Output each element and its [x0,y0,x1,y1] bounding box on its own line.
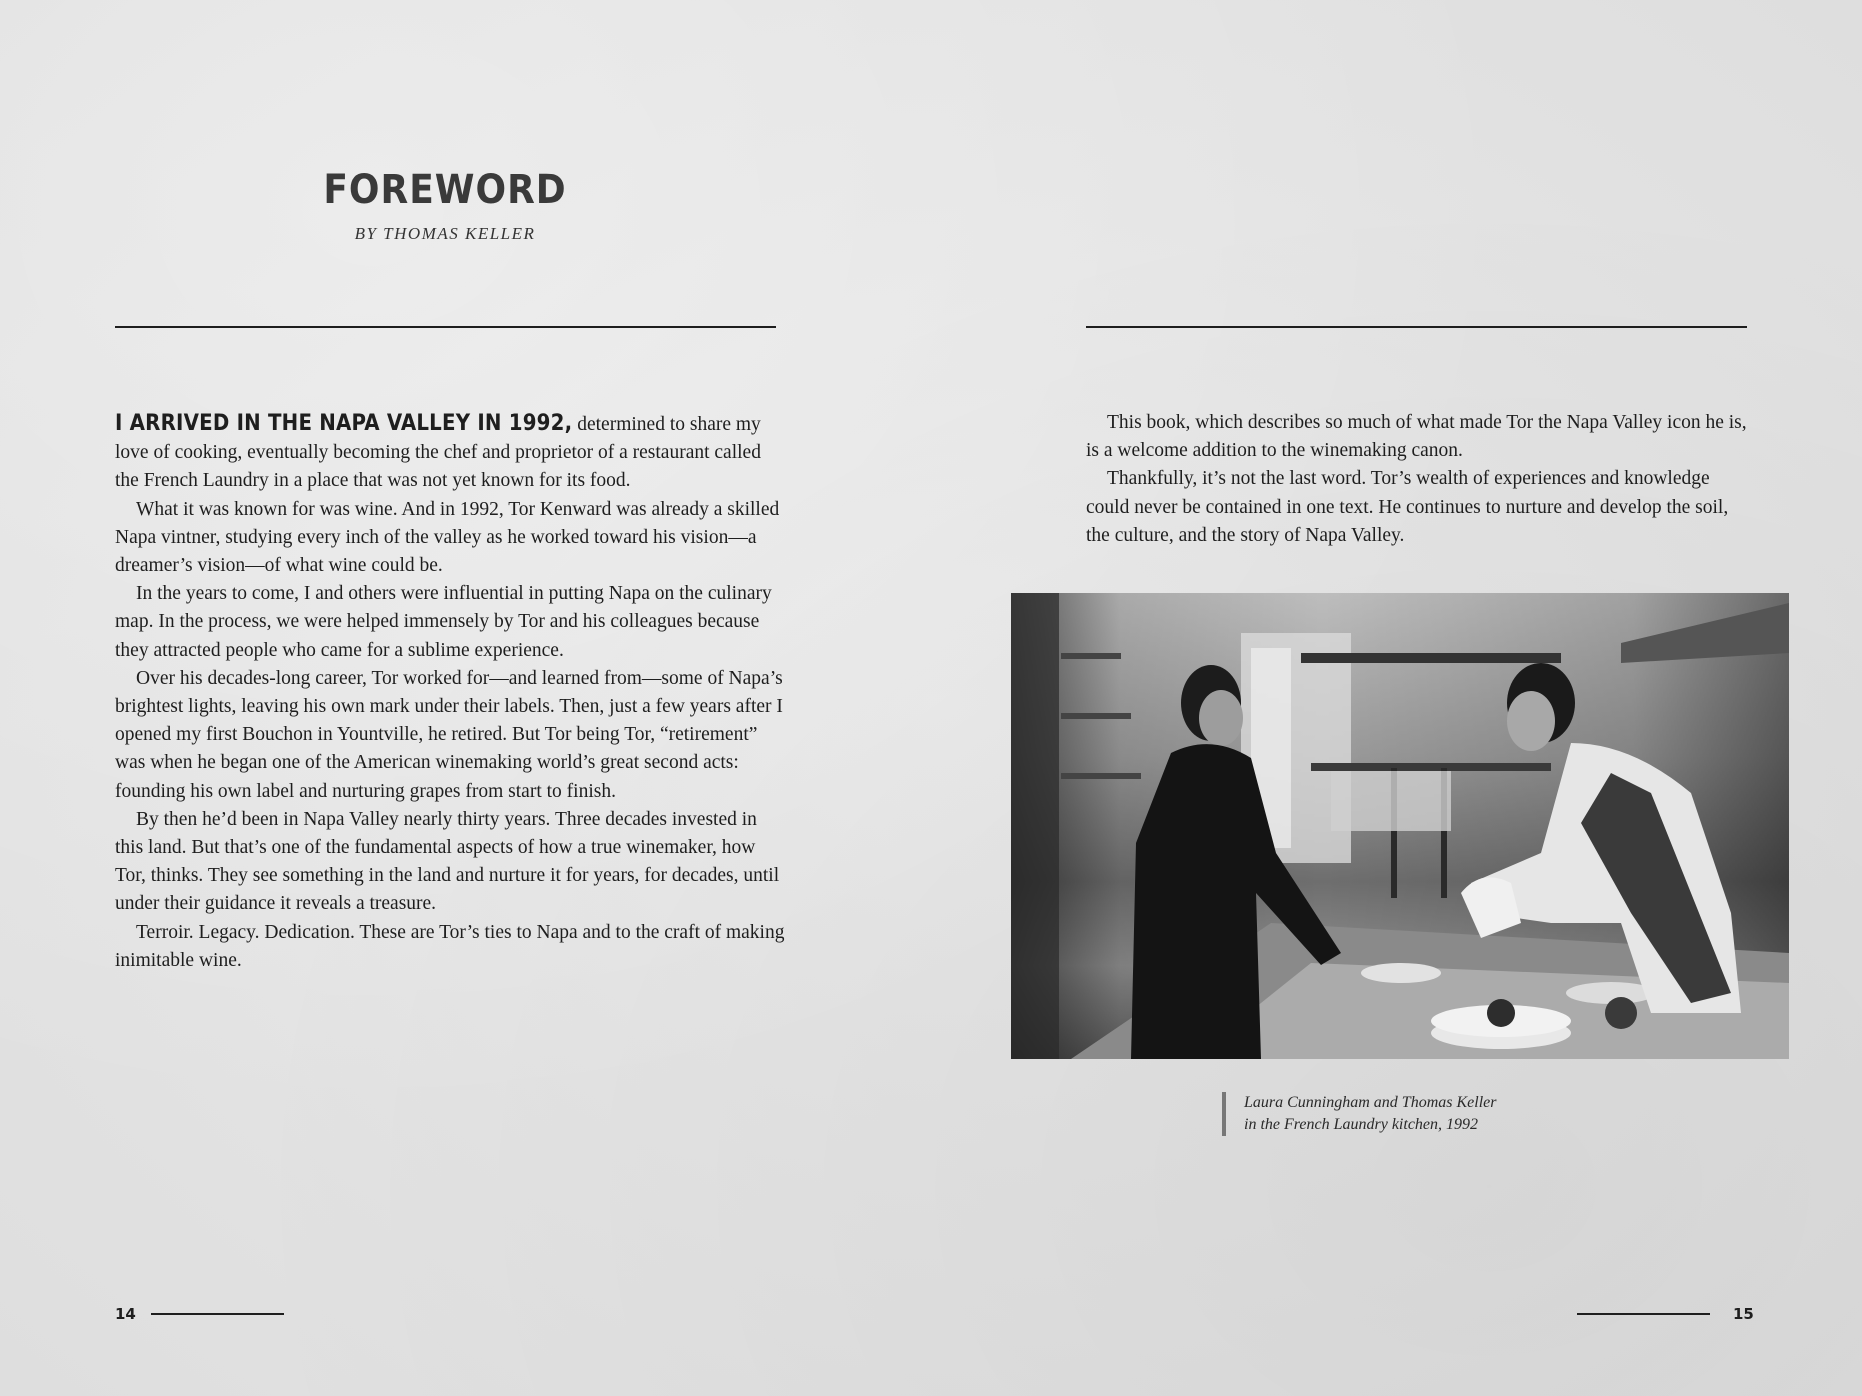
folio-rule-right [1577,1313,1710,1315]
body-text-left [115,410,785,975]
caption-line-2: in the French Laundry kitchen, 1992 [1244,1116,1479,1133]
kitchen-photo-illustration [1011,593,1789,1059]
paragraph-4: Over his decades-long career, Tor worked for—and learned from—some of Napa’s brightest lights, leaving his own mark under their labels. Then, just a few years after I opened my first Bouchon in Yountville, he retired. But Tor being Tor, “retirement” was when he began one of the American winemaking world’s great second acts: founding his own label and nurturing grapes from start to finish. [115,667,783,802]
paragraph-1-text: determined to share my love of cooking, eventually becoming the chef and proprietor of a restaurant called the French Laundry in a place that was not yet known for its food. [115,414,761,492]
paragraph-2: What it was known for was wine. And in 1992, Tor Kenward was already a skilled Napa vintner, studying every inch of the valley as he worked toward his vision—a dreamer’s vision—of what wine could be. [115,498,780,577]
header-rule-right [1086,326,1747,328]
paragraph-6: Terroir. Legacy. Dedication. These are Tor’s ties to Napa and to the craft of making inimitable wine. [115,921,785,971]
paragraph-8: Thankfully, it’s not the last word. Tor’s wealth of experiences and knowledge could never be contained in one text. He continues to nurture and develop the soil, the culture, and the story of Napa Valley. [1086,468,1729,546]
right-page [931,0,1862,1396]
paragraph-5: By then he’d been in Napa Valley nearly thirty years. Three decades invested in this land. But that’s one of the fundamental aspects of how a true winemaker, how Tor, thinks. They see something in the land and nurture it for years, for decades, until under their guidance it reveals a treasure. [115,808,780,915]
lead-in: I ARRIVED IN THE NAPA VALLEY IN 1992, [115,411,573,436]
body-text-right [1086,409,1751,550]
paragraph-7: This book, which describes so much of what made Tor the Napa Valley icon he is, is a welcome addition to the winemaking canon. [1086,412,1747,462]
page-number-right: 15 [1733,1305,1754,1323]
paragraph-3: In the years to come, I and others were influential in putting Napa on the culinary map. In the process, we were helped immensely by Tor and his colleagues because they attracted people who came for a sublime experience. [115,583,772,661]
folio-rule-left [151,1313,284,1315]
caption-line-1: Laura Cunningham and Thomas Keller [1244,1094,1497,1111]
paragraph-1 [115,410,785,496]
header-rule-left [115,326,776,328]
foreword-heading [115,166,775,244]
page-title: FOREWORD [323,167,567,213]
kitchen-photo [1011,593,1789,1059]
page-number-left: 14 [115,1305,136,1323]
photo-caption [1222,1092,1564,1136]
byline: BY THOMAS KELLER [354,224,536,243]
